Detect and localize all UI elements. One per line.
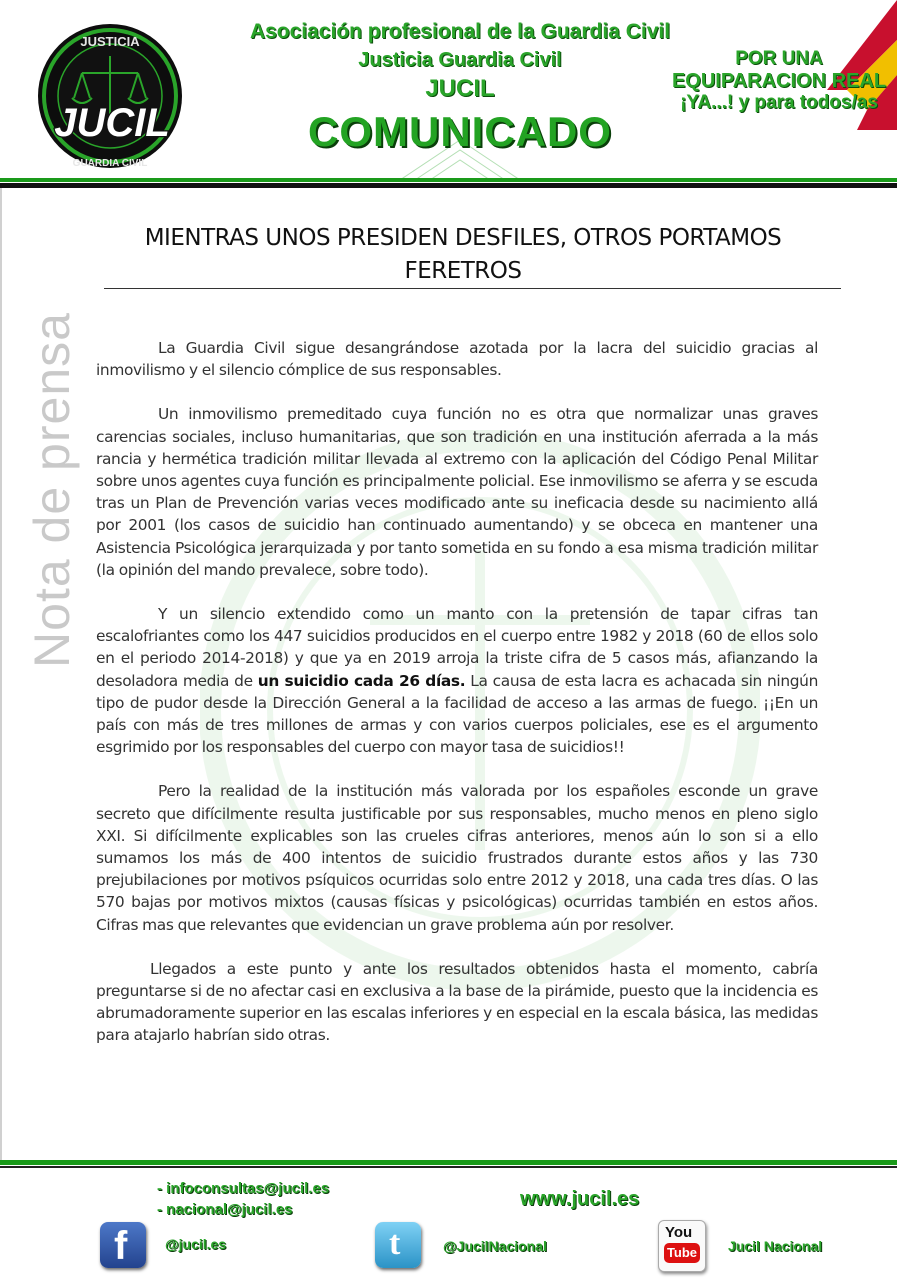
slogan-line-3: ¡YA...! y para todos/as bbox=[680, 92, 878, 113]
article-title-line-2: FERETROS bbox=[404, 258, 522, 284]
logo-top-text: JUSTICIA bbox=[80, 34, 140, 49]
website-link[interactable]: www.jucil.es bbox=[520, 1188, 640, 1210]
youtube-channel[interactable]: Jucil Nacional bbox=[728, 1238, 823, 1254]
email-link-nacional[interactable]: - nacional@jucil.es bbox=[157, 1201, 293, 1218]
article-title-line-1: MIENTRAS UNOS PRESIDEN DESFILES, OTROS PORTAMOS bbox=[144, 225, 782, 251]
twitter-handle[interactable]: @JucilNacional bbox=[443, 1238, 547, 1254]
press-release-label: Nota de prensa bbox=[24, 312, 80, 668]
article-body bbox=[96, 337, 818, 1069]
footer-divider bbox=[0, 1160, 897, 1168]
slogan-line-1: POR UNA bbox=[735, 48, 823, 69]
organization-acronym: JUCIL bbox=[425, 75, 495, 102]
paragraph-4: Pero la realidad de la institución más valorada por los españoles esconde un grave secreto que difícilmente resulta justificable por sus responsables, mucho menos en pleno siglo XXI. Si difícilmente explicables son las crueles cifras anteriores, menos aún lo son si a ello sumamos los más de 400 intentos de suicidio frustrados durante estos años y las 730 prejubilaciones por motivos psíquicos ocurridas solo entre 2012 y 2018, una cada tres días. O las 570 bajas por motivos mixtos (causas físicas y psicológicas) ocurridas también en estos años. Cifras mas que relevantes que evidencian un grave problema aún por resolver. bbox=[96, 782, 818, 934]
youtube-icon[interactable] bbox=[658, 1220, 706, 1272]
paragraph-1: La Guardia Civil sigue desangrándose azotada por la lacra del suicidio gracias al inmovilismo y el silencio cómplice de sus responsables. bbox=[96, 339, 818, 380]
facebook-icon[interactable] bbox=[100, 1222, 146, 1268]
email-link-consultas[interactable]: - infoconsultas@jucil.es bbox=[157, 1180, 330, 1197]
header-divider bbox=[0, 178, 897, 188]
slogan-line-2: EQUIPARACION REAL bbox=[671, 70, 887, 92]
youtube-tube-text: Tube bbox=[664, 1243, 700, 1263]
twitter-glyph: t bbox=[389, 1225, 401, 1262]
organization-subtitle: Justicia Guardia Civil bbox=[358, 49, 562, 71]
paragraph-2: Un inmovilismo premeditado cuya función no es otra que normalizar unas graves carencias sociales, incluso humanitarias, que son tradición en una institución aferrada a la más rancia y hermética tradición militar llevada al extremo con la aplicación del Código Penal Militar sobre unos agentes cuya función es principalmente policial. Ese inmovilismo se aferra y se escuda tras un Plan de Prevención varias veces modificado ante su ineficacia desde su nacimiento allá por 2001 (los casos de suicidio han continuado aumentando) y se obceca en mantener una Asistencia Psicológica jerarquizada y por tanto sometida en su fondo a esa misma tradición militar (la opinión del mando prevalece, sobre todo). bbox=[96, 405, 818, 579]
article-title bbox=[105, 222, 821, 288]
logo-bottom-text: GUARDIA CIVIL bbox=[72, 158, 148, 169]
youtube-you-text: You bbox=[665, 1224, 693, 1241]
paragraph-3-start: Y un silencio extendido como un manto con la pretensión de tapar cifras tan escalofriantes como los 447 suicidios producidos en el cuerpo entre 1982 y 2018 (60 de ellos solo en el periodo 2014-2018) y que ya en 2019 arroja la triste cifra de 5 casos más, afianzando la desoladora media de bbox=[96, 605, 818, 690]
header bbox=[0, 0, 897, 188]
paragraph-3-end: La causa de esta lacra es achacada sin ningún tipo de pudor desde la Dirección General a la facilidad de acceso a las armas de fuego. ¡¡En un país con más de tres millones de armas y con varios cuerpos policiales, ese es el argumento esgrimido por los responsables del cuerpo con mayor tasa de suicidios!! bbox=[96, 671, 818, 757]
facebook-glyph: f bbox=[114, 1224, 128, 1268]
paragraph-5: Llegados a este punto y ante los resultados obtenidos hasta el momento, cabría preguntarse si de no afectar casi en exclusiva a la base de la pirámide, puesto que la incidencia es abrumadoramente superior en las escalas inferiores y en especial en la escala básica, las medidas para atajarlo habrían sido otras. bbox=[96, 959, 818, 1045]
footer bbox=[0, 1160, 897, 1280]
left-border-line bbox=[0, 188, 2, 1163]
logo-main-text: JUCIL bbox=[54, 101, 170, 145]
jucil-logo bbox=[22, 18, 202, 178]
paragraph-3 bbox=[96, 603, 818, 758]
twitter-icon[interactable] bbox=[375, 1222, 421, 1268]
organization-name: Asociación profesional de la Guardia Civil bbox=[249, 20, 671, 43]
title-underline bbox=[104, 288, 841, 289]
suicide-rate-highlight: un suicidio cada 26 días. bbox=[257, 671, 466, 690]
slogan bbox=[659, 48, 897, 114]
facebook-handle[interactable]: @jucil.es bbox=[165, 1236, 227, 1252]
communique-heading: COMUNICADO bbox=[308, 108, 612, 155]
